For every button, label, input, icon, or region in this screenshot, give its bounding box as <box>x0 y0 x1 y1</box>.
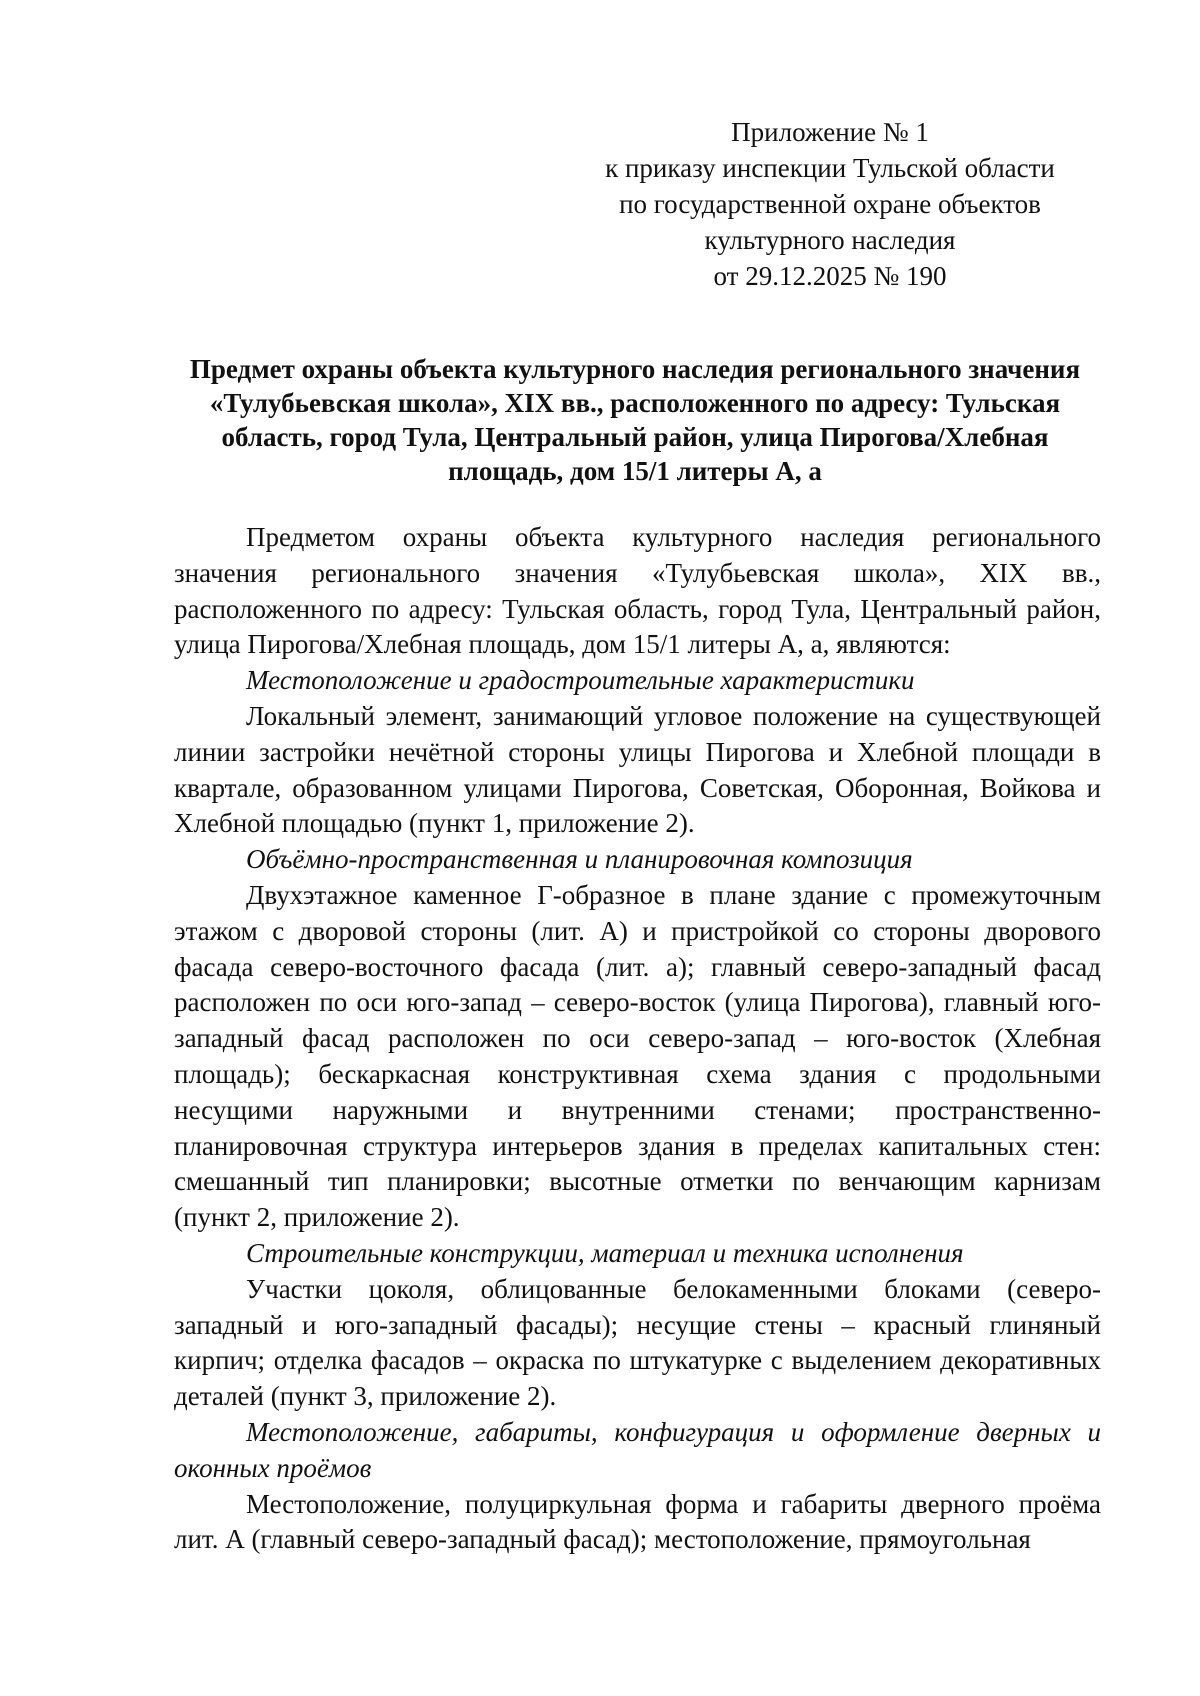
section-heading-location: Местоположение и градостроительные характеристики <box>246 665 915 696</box>
order-date: от 29.12.2025 <box>713 261 867 291</box>
section-heading-openings: Местоположение, габариты, конфигурация и оформление дверных и оконных проёмов <box>174 1416 1101 1483</box>
section-text-composition: Двухэтажное каменное Г-образное в плане здание с промежуточным этажом с дворовой стороны (лит. А) и пристройкой со стороны дворового фасада северо-восточного фасада (лит. а); главный северо-западный фасад расположен по оси юго-запад – северо-восток (улица Пирогова), главный юго-западный фасад расположен по оси северо-запад – юго-восток (Хлебная площадь); бескаркасная конструктивная схема здания с продольными несущими наружными и внутренними стенами; пространственно-планировочная структура интерьеров здания в пределах капитальных стен: смешанный тип планировки; высотные отметки по венчающим карнизам (пункт 2, приложение 2). <box>174 879 1101 1233</box>
intro-paragraph: Предметом охраны объекта культурного наследия регионального значения регионального значения «Тулубьевская школа», XIX вв., расположенного по адресу: Тульская область, город Тула, Центральный район, улица Пирогова/Хлебная площадь, дом 15/1 литеры А, а, являются: <box>174 522 1101 660</box>
appendix-heritage-line: культурного наследия <box>704 225 956 255</box>
order-number: № 190 <box>873 261 947 291</box>
section-text-construction: Участки цоколя, облицованные белокаменными блоками (северо-западный и юго-западный фасады); несущие стены – красный глиняный кирпич; отделка фасадов – окраска по штукатурке с выделением декоративных деталей (пункт 3, приложение 2). <box>174 1273 1101 1412</box>
appendix-date-number <box>560 258 1100 294</box>
section-text-location: Локальный элемент, занимающий угловое положение на существующей линии застройки нечётной стороны улицы Пирогова и Хлебной площади в квартале, образованном улицами Пирогова, Советская, Оборонная, Войкова и Хлебной площадью (пункт 1, приложение 2). <box>174 700 1101 839</box>
appendix-order-ref: к приказу инспекции Тульской области <box>605 153 1055 183</box>
section-heading-composition: Объёмно-пространственная и планировочная композиция <box>246 844 913 875</box>
section-text-openings: Местоположение, полуциркульная форма и габариты дверного проёма лит. А (главный северо-западный фасад); местоположение, прямоугольная <box>174 1488 1101 1555</box>
section-heading-construction: Строительные конструкции, материал и техника исполнения <box>246 1237 964 1268</box>
appendix-authority-line: по государственной охране объектов <box>619 189 1041 219</box>
appendix-number: Приложение № 1 <box>731 117 929 147</box>
document-body <box>174 520 1101 1558</box>
document-title: Предмет охраны объекта культурного наследия регионального значения «Тулубьевская школа», XIX вв., расположенного по адресу: Тульская область, город Тула, Центральный район, улица Пирогова/Хлебная площадь, дом 15/1 литеры А, а <box>189 354 1081 486</box>
appendix-header <box>560 114 1100 294</box>
